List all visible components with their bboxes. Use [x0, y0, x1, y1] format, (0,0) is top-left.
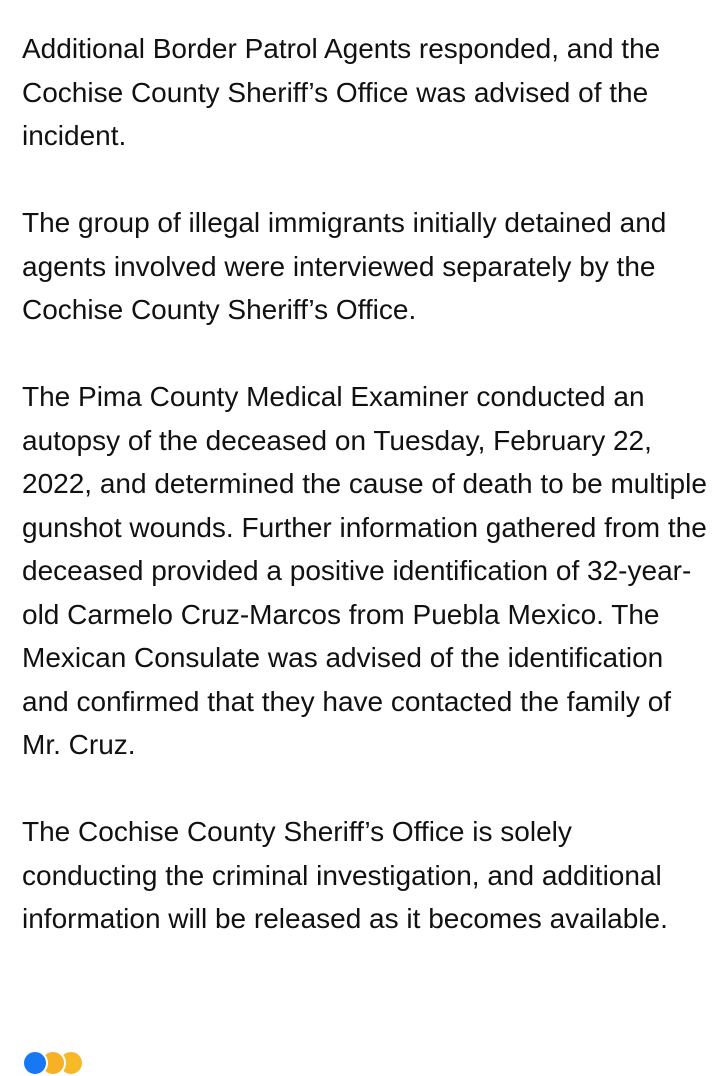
post-body: [22, 27, 712, 941]
post-paragraph: Additional Border Patrol Agents responded, and the Cochise County Sheriff’s Office was advised of the incident.: [22, 33, 661, 151]
post-paragraph: The Pima County Medical Examiner conducted an autopsy of the deceased on Tuesday, February 22, 2022, and determined the cause of death to be multiple gunshot wounds. Further information gathered from the deceased provided a positive identification of 32-year-old Carmelo Cruz-Marcos from Puebla Mexico. The Mexican Consulate was advised of the identification and confirmed that they have contacted the family of Mr. Cruz.: [22, 381, 707, 760]
post-paragraph: The Cochise County Sheriff’s Office is solely conducting the criminal investigation, and additional information will be released as it becomes available.: [22, 816, 668, 934]
reaction-summary[interactable]: [22, 1050, 76, 1076]
like-icon: [22, 1050, 48, 1076]
reaction-bar: [22, 1044, 712, 1074]
post-paragraph: The group of illegal immigrants initially detained and agents involved were interviewed separately by the Cochise County Sheriff’s Office.: [22, 207, 667, 325]
